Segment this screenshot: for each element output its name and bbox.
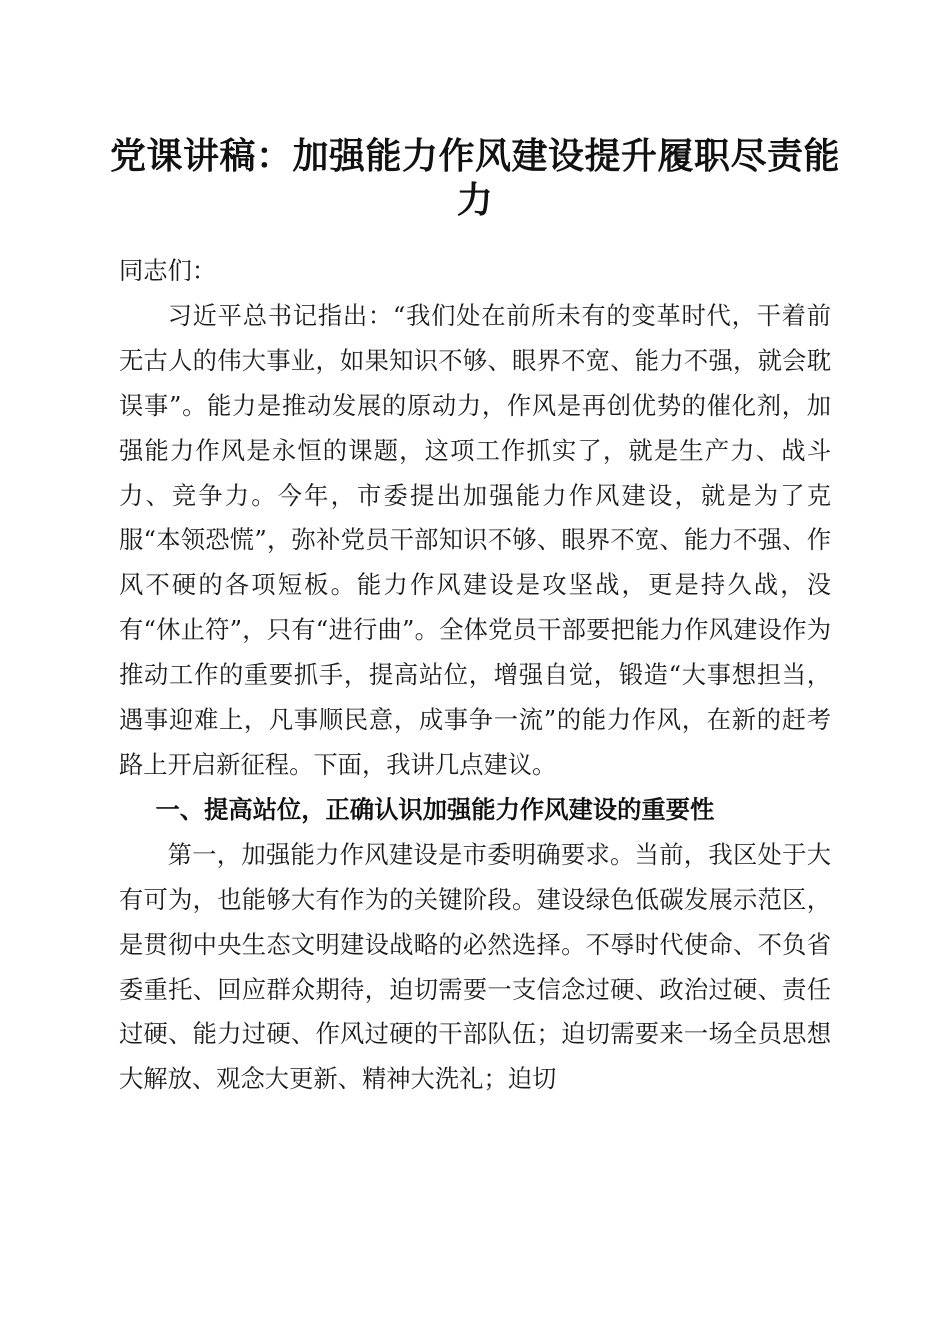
salutation: 同志们： — [119, 256, 217, 285]
section-paragraph: 第一，加强能力作风建设是市委明确要求。当前，我区处于大有可为，也能够大有作为的关键阶段。建设绿色低碳发展示范区，是贯彻中央生态文明建设战略的必然选择。不辱时代使命、不负省委重托、回应群众期待，迫切需要一支信念过硬、政治过硬、责任过硬、能力过硬、作风过硬的干部队伍；迫切需要来一场全员思想大解放、观念大更新、精神大洗礼；迫切 — [119, 839, 831, 1094]
document-title: 党课讲稿：加强能力作风建设提升履职尽责能力 — [110, 135, 841, 221]
section-heading: 一、提高站位，正确认识加强能力作风建设的重要性 — [155, 794, 715, 824]
document-body — [119, 249, 831, 1102]
intro-paragraph: 习近平总书记指出：“我们处在前所未有的变革时代，干着前无古人的伟大事业，如果知识不够、眼界不宽、能力不强，就会耽误事”。能力是推动发展的原动力，作风是再创优势的催化剂，加强能力作风是永恒的课题，这项工作抓实了，就是生产力、战斗力、竞争力。今年，市委提出加强能力作风建设，就是为了克服“本领恐慌”，弥补党员干部知识不够、眼界不宽、能力不强、作风不硬的各项短板。能力作风建设是攻坚战，更是持久战，没有“休止符”，只有“进行曲”。全体党员干部要把能力作风建设作为推动工作的重要抓手，提高站位，增强自觉，锻造“大事想担当，遇事迎难上，凡事顺民意，成事争一流”的能力作风，在新的赶考路上开启新征程。下面，我讲几点建议。 — [119, 300, 831, 779]
